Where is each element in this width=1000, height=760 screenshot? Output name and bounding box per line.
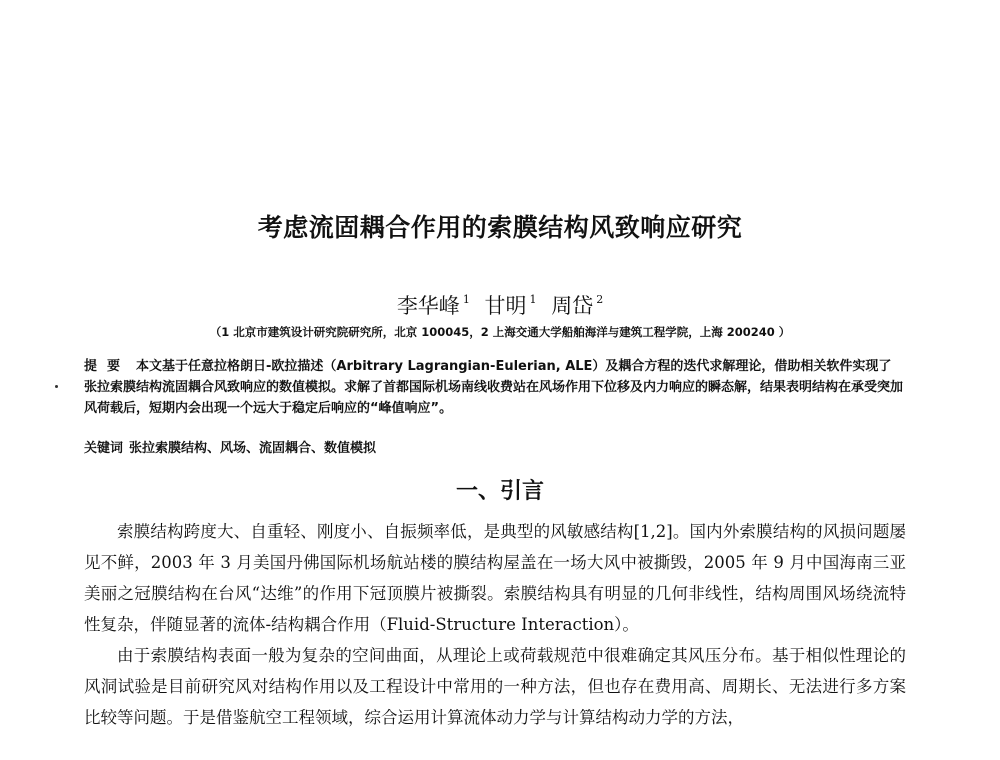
- author-name: 甘明: [484, 294, 527, 318]
- author-affiliation-mark: 1: [529, 293, 537, 306]
- author-name: 李华峰: [396, 294, 460, 318]
- author-name: 周岱: [551, 294, 594, 318]
- author: [397, 294, 470, 318]
- margin-dot: [55, 385, 58, 388]
- keywords: [84, 437, 904, 456]
- paragraph: 由于索膜结构表面一般为复杂的空间曲面，从理论上或荷载规范中很难确定其风压分布。基于相似性理论的风洞试验是目前研究风对结构作用以及工程设计中常用的一种方法，但也存在费用高、周期长、无法进行多方案比较等问题。于是借鉴航空工程领域，综合运用计算流体动力学与计算结构动力学的方法，: [84, 646, 906, 727]
- author-affiliation-mark: 1: [462, 293, 470, 306]
- author: [485, 294, 537, 318]
- affiliation-line: （1 北京市建筑设计研究院研究所，北京 100045，2 上海交通大学船舶海洋与建筑工程学院，上海 200240 ）: [209, 325, 791, 339]
- keywords-text: 张拉索膜结构、风场、流固耦合、数值模拟: [129, 441, 377, 456]
- abstract-text: 本文基于任意拉格朗日-欧拉描述（Arbitrary Lagrangian-Eulerian, ALE）及耦合方程的迭代求解理论，借助相关软件实现了张拉索膜结构流固耦合风致响应的数值模拟。求解了首都国际机场南线收费站在风场作用下位移及内力响应的瞬态解，结果表明结构在承受突加风荷载后，短期内会出现一个远大于稳定后响应的“峰值响应”。: [84, 359, 904, 416]
- author-list: [0, 290, 1000, 320]
- paper-title: 考虑流固耦合作用的索膜结构风致响应研究: [257, 213, 743, 242]
- abstract-label: 提要: [84, 359, 131, 374]
- paragraph: 索膜结构跨度大、自重轻、刚度小、自振频率低，是典型的风敏感结构[1,2]。国内外索膜结构的风损问题屡见不鲜，2003 年 3 月美国丹佛国际机场航站楼的膜结构屋盖在一场大风中被撕毁，2005 年 9 月中国海南三亚美丽之冠膜结构在台风“达维”的作用下冠顶膜片被撕裂。索膜结构具有明显的几何非线性，结构周围风场绕流特性复杂，伴随显著的流体-结构耦合作用（Fluid-Structure Interaction）。: [84, 522, 906, 634]
- author-affiliation-mark: 2: [596, 293, 604, 306]
- author: [551, 294, 603, 318]
- abstract: [84, 356, 904, 419]
- keywords-label: 关键词: [84, 441, 124, 456]
- body-text: [84, 516, 906, 733]
- section-heading-introduction: 一、引言: [455, 479, 544, 504]
